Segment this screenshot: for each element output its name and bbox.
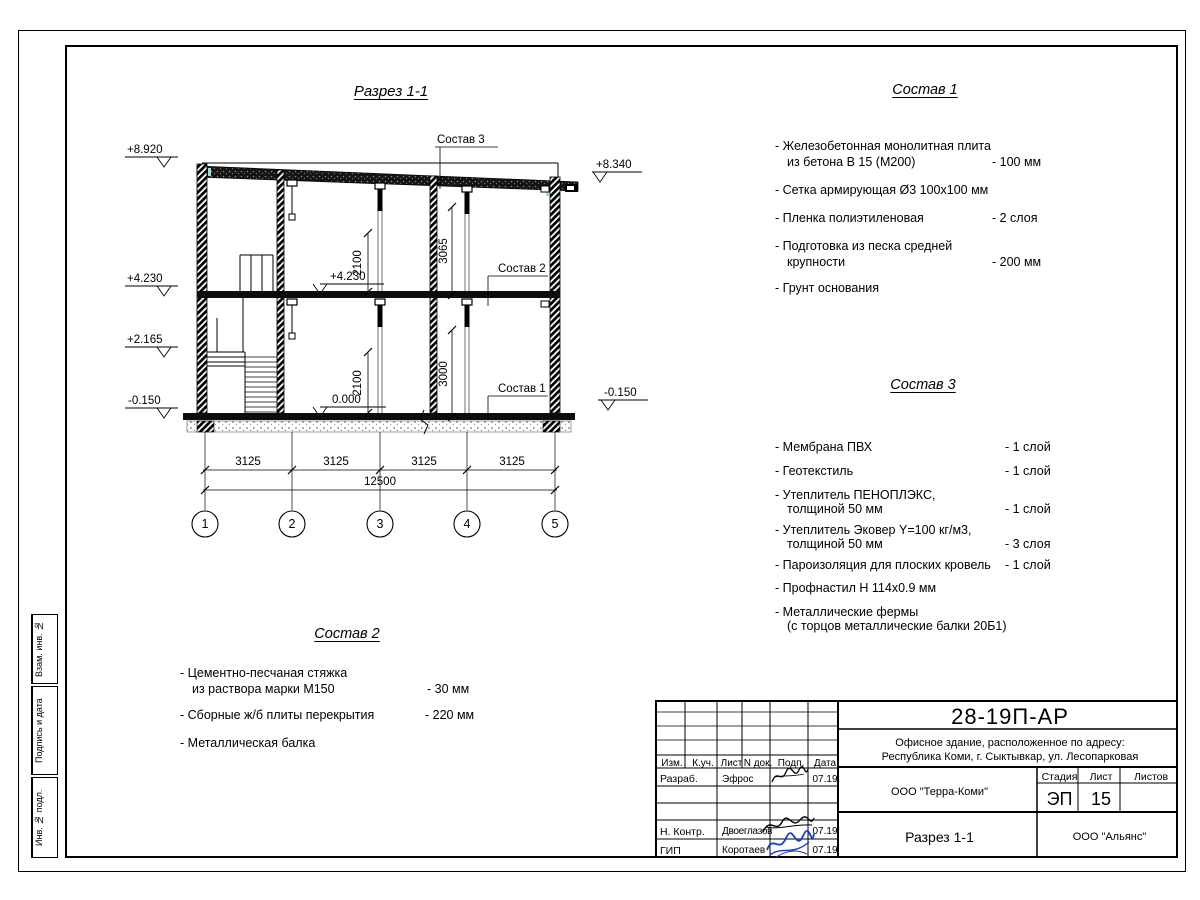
project-description	[840, 733, 1180, 768]
tb-date: 07.19	[812, 826, 838, 837]
list-item-line2: толщиной 50 мм	[787, 502, 883, 516]
ground-slab	[183, 413, 575, 420]
list-item-value: - 1 слой	[1005, 464, 1051, 478]
hanger-end	[289, 333, 295, 339]
dim-h2100-top: 2100	[352, 250, 364, 276]
leader-sostav2: Состав 2	[498, 263, 546, 275]
hanger-bracket	[462, 186, 472, 192]
level-2165: +2.165	[127, 334, 163, 346]
level-8340: +8.340	[596, 159, 632, 171]
list-item-value: - 100 мм	[992, 155, 1042, 169]
dim-h3065: 3065	[438, 238, 450, 264]
tb-col-data: Дата	[813, 758, 837, 769]
list-item-value: - 1 слой	[1005, 558, 1051, 572]
level-m0150-left: -0.150	[128, 395, 161, 407]
hanger-bracket	[462, 299, 472, 305]
stair-treads	[245, 357, 277, 412]
thin-columns	[378, 189, 469, 413]
tb-col-podp: Подп.	[777, 758, 805, 769]
stair-landing	[207, 298, 245, 413]
roof-end-notch	[567, 186, 574, 190]
sheets-label: Листов	[1133, 771, 1169, 783]
margin-cell-vzam	[31, 614, 58, 684]
dim-span-3: 3125	[411, 456, 437, 468]
list-item-value: - 220 мм	[425, 708, 475, 722]
sheets-total	[1122, 785, 1180, 814]
stage-label: Стадия	[1041, 771, 1078, 783]
axis-1: 1	[201, 517, 209, 531]
project-line2: Республика Коми, г. Сыктывкар, ул. Лесопарковая	[881, 750, 1139, 763]
dim-span-4: 3125	[499, 456, 525, 468]
hanger-bracket	[287, 180, 297, 186]
tb-name: Двоеглазов	[722, 826, 773, 837]
list-item-value: - 1 слой	[1005, 502, 1051, 516]
margin-cell-inv	[31, 777, 58, 858]
doc-number: 28-19П-АР	[951, 703, 1069, 729]
leader-sostav3: Состав 3	[437, 134, 485, 146]
sand-bed	[187, 421, 571, 432]
hanger-bracket	[375, 183, 385, 189]
list-item: - Пароизоляция для плоских кровель	[775, 558, 991, 572]
level-4230-inner: +4.230	[330, 271, 366, 283]
dim-h3000: 3000	[438, 361, 450, 387]
org-contractor: ООО "Альянс"	[1072, 831, 1147, 843]
staircase	[207, 255, 277, 413]
level-zero: 0.000	[332, 394, 361, 406]
wall-bracket	[541, 186, 549, 192]
list-item-line2: из бетона В 15 (М200)	[787, 155, 916, 169]
list-item: - Подготовка из песка средней	[775, 239, 953, 253]
tb-name: Эфрос	[722, 773, 754, 785]
stair-railing	[240, 255, 273, 291]
tb-col-list: Лист	[720, 758, 743, 769]
sostav2-title: Состав 2	[314, 626, 380, 642]
list-item: - Мембрана ПВХ	[775, 440, 873, 454]
list-item-value: - 3 слоя	[1005, 537, 1051, 551]
margin-label: Инв. № подл.	[32, 778, 45, 857]
list-item: - Металлические фермы	[775, 605, 919, 619]
axis-4: 4	[463, 517, 471, 531]
tb-col-ndoc: N док.	[743, 758, 773, 769]
list-item: - Утеплитель Эковер Y=100 кг/м3,	[775, 523, 972, 537]
hanger-bracket	[375, 299, 385, 305]
tb-col-kuch: К.уч.	[692, 758, 714, 769]
list-item-line2: из раствора марки М150	[192, 682, 335, 696]
sostav1-title: Состав 1	[892, 82, 958, 98]
hanger-bar	[378, 305, 383, 327]
list-item-value: - 2 слоя	[992, 211, 1038, 225]
dim-total: 12500	[364, 476, 396, 488]
dim-h2100-bot: 2100	[352, 370, 364, 396]
hanger-bar	[378, 189, 383, 211]
list-item: - Грунт основания	[775, 281, 880, 295]
signature-developer	[770, 765, 810, 787]
tb-sheet-title: Разрез 1-1	[905, 829, 974, 845]
footing-left	[197, 421, 214, 432]
tb-role: Разраб.	[660, 773, 698, 785]
list-item: - Пленка полиэтиленовая	[775, 211, 924, 225]
list-item: - Геотекстиль	[775, 464, 854, 478]
extension-lines	[205, 432, 555, 510]
floor-slab	[197, 291, 560, 298]
sheet-number: 15	[1090, 789, 1112, 809]
axis-5: 5	[551, 517, 559, 531]
list-item: - Металлическая балка	[180, 736, 316, 750]
list-item-line2: толщиной 50 мм	[787, 537, 883, 551]
tb-role: Н. Контр.	[660, 825, 705, 838]
list-item: - Профнастил Н 114х0.9 мм	[775, 581, 937, 595]
level-m0150-right: -0.150	[604, 387, 637, 399]
hanger-end	[289, 214, 295, 220]
section-title: Разрез 1-1	[353, 83, 429, 100]
tb-name: Коротаев	[722, 845, 766, 856]
sostav3-title: Состав 3	[890, 377, 956, 393]
list-item-value: - 1 слой	[1005, 440, 1051, 454]
footing-right	[543, 421, 560, 432]
title-block	[655, 700, 1178, 858]
hanger-bar	[465, 192, 470, 214]
list-item-value: - 30 мм	[427, 682, 470, 696]
list-item-line2: крупности	[787, 255, 846, 269]
wall-bracket	[541, 301, 549, 307]
leader-sostav1: Состав 1	[498, 383, 546, 395]
org-customer: ООО "Терра-Коми"	[890, 785, 988, 798]
tb-col-izm: Изм.	[661, 758, 683, 769]
tb-date: 07.19	[812, 773, 838, 785]
margin-cell-podpis	[31, 686, 58, 775]
dim-span-1: 3125	[235, 456, 261, 468]
margin-label: Взам. инв. №	[32, 615, 45, 683]
list-item: - Утеплитель ПЕНОПЛЭКС,	[775, 488, 936, 502]
margin-label: Подпись и дата	[32, 687, 45, 774]
signature-gip	[763, 826, 817, 860]
list-item-value: - 200 мм	[992, 255, 1042, 269]
sheet-label: Лист	[1089, 771, 1113, 783]
list-item: - Сетка армирующая Ø3 100х100 мм	[775, 183, 989, 197]
hanger-bar	[465, 305, 470, 327]
axis-3: 3	[376, 517, 384, 531]
tb-role: ГИП	[660, 844, 681, 857]
axis-2: 2	[288, 517, 296, 531]
project-line1: Офисное здание, расположенное по адресу:	[895, 737, 1125, 749]
list-item: - Сборные ж/б плиты перекрытия	[180, 708, 375, 722]
wall-left	[197, 164, 207, 413]
insulation-mark	[208, 168, 211, 176]
list-item-line2: (с торцов металлические балки 20Б1)	[787, 619, 1007, 633]
list-item: - Железобетонная монолитная плита	[775, 139, 991, 153]
roof-slab	[197, 166, 578, 191]
hanger-bracket	[287, 299, 297, 305]
level-4230-left: +4.230	[127, 273, 163, 285]
level-8920: +8.920	[127, 144, 163, 156]
tb-date: 07.19	[812, 845, 838, 856]
list-item: - Цементно-песчаная стяжка	[180, 666, 348, 680]
dim-span-2: 3125	[323, 456, 349, 468]
stage-value: ЭП	[1046, 789, 1073, 809]
